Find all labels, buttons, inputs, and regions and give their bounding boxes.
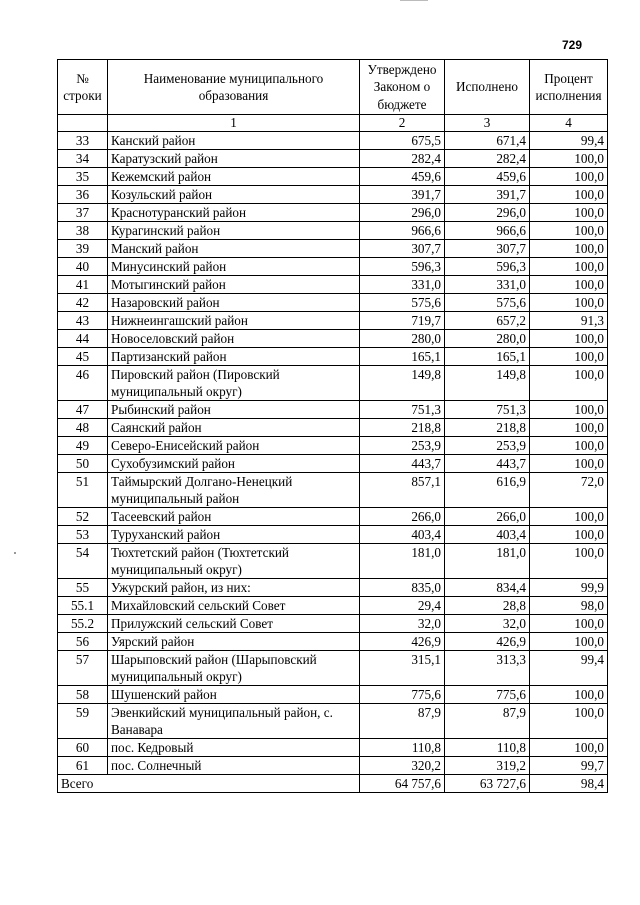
percent-value: 100,0 bbox=[530, 739, 608, 757]
executed-value: 181,0 bbox=[445, 544, 530, 579]
percent-value: 99,7 bbox=[530, 757, 608, 775]
executed-value: 218,8 bbox=[445, 419, 530, 437]
approved-value: 596,3 bbox=[360, 258, 445, 276]
approved-value: 29,4 bbox=[360, 597, 445, 615]
percent-value: 100,0 bbox=[530, 437, 608, 455]
municipality-name: Тасеевский район bbox=[108, 508, 360, 526]
row-number: 48 bbox=[58, 419, 108, 437]
executed-value: 459,6 bbox=[445, 168, 530, 186]
percent-value: 100,0 bbox=[530, 240, 608, 258]
municipality-name: Сухобузимский район bbox=[108, 455, 360, 473]
percent-value: 100,0 bbox=[530, 276, 608, 294]
executed-value: 266,0 bbox=[445, 508, 530, 526]
municipality-name: Эвенкийский муниципальный район, с. Ванавара bbox=[108, 704, 360, 739]
table-row bbox=[58, 633, 608, 651]
executed-value: 966,6 bbox=[445, 222, 530, 240]
executed-value: 313,3 bbox=[445, 651, 530, 686]
executed-value: 165,1 bbox=[445, 348, 530, 366]
municipality-name: Курагинский район bbox=[108, 222, 360, 240]
percent-value: 91,3 bbox=[530, 312, 608, 330]
approved-value: 459,6 bbox=[360, 168, 445, 186]
executed-value: 32,0 bbox=[445, 615, 530, 633]
executed-value: 657,2 bbox=[445, 312, 530, 330]
header-name: Наименование муниципального образования bbox=[108, 60, 360, 115]
municipality-name: Шарыповский район (Шарыповский муниципальный округ) bbox=[108, 651, 360, 686]
percent-value: 100,0 bbox=[530, 222, 608, 240]
approved-value: 110,8 bbox=[360, 739, 445, 757]
executed-value: 28,8 bbox=[445, 597, 530, 615]
approved-value: 320,2 bbox=[360, 757, 445, 775]
municipality-name: Назаровский район bbox=[108, 294, 360, 312]
table-row bbox=[58, 739, 608, 757]
approved-value: 857,1 bbox=[360, 473, 445, 508]
table-row bbox=[58, 168, 608, 186]
executed-value: 149,8 bbox=[445, 366, 530, 401]
executed-value: 443,7 bbox=[445, 455, 530, 473]
municipality-name: Саянский район bbox=[108, 419, 360, 437]
executed-value: 426,9 bbox=[445, 633, 530, 651]
table-row bbox=[58, 132, 608, 150]
row-number: 38 bbox=[58, 222, 108, 240]
municipality-name: Козульский район bbox=[108, 186, 360, 204]
header-executed: Исполнено bbox=[445, 60, 530, 115]
approved-value: 280,0 bbox=[360, 330, 445, 348]
scan-artifact bbox=[400, 0, 428, 4]
approved-value: 165,1 bbox=[360, 348, 445, 366]
municipality-name: Канский район bbox=[108, 132, 360, 150]
table-row bbox=[58, 258, 608, 276]
table-row bbox=[58, 437, 608, 455]
approved-value: 426,9 bbox=[360, 633, 445, 651]
approved-value: 149,8 bbox=[360, 366, 445, 401]
column-number: 1 bbox=[108, 115, 360, 132]
approved-value: 253,9 bbox=[360, 437, 445, 455]
municipality-name: Партизанский район bbox=[108, 348, 360, 366]
budget-table bbox=[57, 59, 608, 793]
row-number: 58 bbox=[58, 686, 108, 704]
page-number: 729 bbox=[562, 38, 583, 52]
row-number: 36 bbox=[58, 186, 108, 204]
municipality-name: Прилужский сельский Совет bbox=[108, 615, 360, 633]
percent-value: 99,9 bbox=[530, 579, 608, 597]
executed-value: 751,3 bbox=[445, 401, 530, 419]
row-number: 54 bbox=[58, 544, 108, 579]
percent-value: 100,0 bbox=[530, 150, 608, 168]
executed-value: 834,4 bbox=[445, 579, 530, 597]
column-number: 2 bbox=[360, 115, 445, 132]
approved-value: 966,6 bbox=[360, 222, 445, 240]
percent-value: 98,0 bbox=[530, 597, 608, 615]
executed-value: 403,4 bbox=[445, 526, 530, 544]
row-number: 40 bbox=[58, 258, 108, 276]
approved-value: 87,9 bbox=[360, 704, 445, 739]
scan-artifact bbox=[14, 552, 16, 554]
total-row bbox=[58, 775, 608, 793]
column-number: 4 bbox=[530, 115, 608, 132]
executed-value: 331,0 bbox=[445, 276, 530, 294]
table-row bbox=[58, 222, 608, 240]
row-number: 55.1 bbox=[58, 597, 108, 615]
table-row bbox=[58, 526, 608, 544]
row-number: 51 bbox=[58, 473, 108, 508]
municipality-name: Уярский район bbox=[108, 633, 360, 651]
table-row bbox=[58, 204, 608, 222]
executed-value: 671,4 bbox=[445, 132, 530, 150]
table-row bbox=[58, 544, 608, 579]
municipality-name: Краснотуранский район bbox=[108, 204, 360, 222]
approved-value: 391,7 bbox=[360, 186, 445, 204]
approved-value: 218,8 bbox=[360, 419, 445, 437]
approved-value: 282,4 bbox=[360, 150, 445, 168]
approved-value: 32,0 bbox=[360, 615, 445, 633]
row-number: 47 bbox=[58, 401, 108, 419]
percent-value: 100,0 bbox=[530, 544, 608, 579]
municipality-name: Кежемский район bbox=[108, 168, 360, 186]
table-row bbox=[58, 312, 608, 330]
municipality-name: Туруханский район bbox=[108, 526, 360, 544]
municipality-name: Минусинский район bbox=[108, 258, 360, 276]
executed-value: 296,0 bbox=[445, 204, 530, 222]
approved-value: 331,0 bbox=[360, 276, 445, 294]
municipality-name: Северо-Енисейский район bbox=[108, 437, 360, 455]
approved-value: 181,0 bbox=[360, 544, 445, 579]
table-row bbox=[58, 150, 608, 168]
municipality-name: Шушенский район bbox=[108, 686, 360, 704]
municipality-name: Ужурский район, из них: bbox=[108, 579, 360, 597]
percent-value: 99,4 bbox=[530, 651, 608, 686]
row-number: 55.2 bbox=[58, 615, 108, 633]
row-number: 35 bbox=[58, 168, 108, 186]
table-row bbox=[58, 186, 608, 204]
executed-value: 319,2 bbox=[445, 757, 530, 775]
column-number-row bbox=[58, 115, 608, 132]
table-row bbox=[58, 348, 608, 366]
percent-value: 100,0 bbox=[530, 526, 608, 544]
executed-value: 775,6 bbox=[445, 686, 530, 704]
row-number: 56 bbox=[58, 633, 108, 651]
row-number: 39 bbox=[58, 240, 108, 258]
row-number: 37 bbox=[58, 204, 108, 222]
row-number: 44 bbox=[58, 330, 108, 348]
table-row bbox=[58, 330, 608, 348]
executed-value: 307,7 bbox=[445, 240, 530, 258]
row-number: 61 bbox=[58, 757, 108, 775]
executed-value: 596,3 bbox=[445, 258, 530, 276]
row-number: 33 bbox=[58, 132, 108, 150]
total-percent: 98,4 bbox=[530, 775, 608, 793]
row-number: 49 bbox=[58, 437, 108, 455]
row-number: 59 bbox=[58, 704, 108, 739]
percent-value: 100,0 bbox=[530, 508, 608, 526]
table-row bbox=[58, 579, 608, 597]
executed-value: 575,6 bbox=[445, 294, 530, 312]
percent-value: 100,0 bbox=[530, 633, 608, 651]
municipality-name: Манский район bbox=[108, 240, 360, 258]
row-number: 42 bbox=[58, 294, 108, 312]
percent-value: 100,0 bbox=[530, 330, 608, 348]
municipality-name: Нижнеингашский район bbox=[108, 312, 360, 330]
row-number: 34 bbox=[58, 150, 108, 168]
approved-value: 719,7 bbox=[360, 312, 445, 330]
percent-value: 100,0 bbox=[530, 455, 608, 473]
table-row bbox=[58, 757, 608, 775]
table-row bbox=[58, 597, 608, 615]
approved-value: 751,3 bbox=[360, 401, 445, 419]
row-number: 53 bbox=[58, 526, 108, 544]
approved-value: 307,7 bbox=[360, 240, 445, 258]
municipality-name: пос. Солнечный bbox=[108, 757, 360, 775]
total-executed: 63 727,6 bbox=[445, 775, 530, 793]
percent-value: 100,0 bbox=[530, 686, 608, 704]
municipality-name: Пировский район (Пировский муниципальный округ) bbox=[108, 366, 360, 401]
total-approved: 64 757,6 bbox=[360, 775, 445, 793]
row-number: 57 bbox=[58, 651, 108, 686]
row-number: 41 bbox=[58, 276, 108, 294]
percent-value: 100,0 bbox=[530, 168, 608, 186]
header-percent: Процент исполнения bbox=[530, 60, 608, 115]
row-number: 60 bbox=[58, 739, 108, 757]
executed-value: 253,9 bbox=[445, 437, 530, 455]
table-row bbox=[58, 455, 608, 473]
municipality-name: пос. Кедровый bbox=[108, 739, 360, 757]
approved-value: 266,0 bbox=[360, 508, 445, 526]
municipality-name: Таймырский Долгано-Ненецкий муниципальный район bbox=[108, 473, 360, 508]
percent-value: 100,0 bbox=[530, 186, 608, 204]
row-number: 43 bbox=[58, 312, 108, 330]
municipality-name: Новоселовский район bbox=[108, 330, 360, 348]
executed-value: 280,0 bbox=[445, 330, 530, 348]
table-row bbox=[58, 686, 608, 704]
table-row bbox=[58, 240, 608, 258]
percent-value: 100,0 bbox=[530, 615, 608, 633]
municipality-name: Каратузский район bbox=[108, 150, 360, 168]
approved-value: 296,0 bbox=[360, 204, 445, 222]
percent-value: 100,0 bbox=[530, 204, 608, 222]
executed-value: 391,7 bbox=[445, 186, 530, 204]
municipality-name: Михайловский сельский Совет bbox=[108, 597, 360, 615]
approved-value: 775,6 bbox=[360, 686, 445, 704]
percent-value: 72,0 bbox=[530, 473, 608, 508]
approved-value: 575,6 bbox=[360, 294, 445, 312]
percent-value: 100,0 bbox=[530, 401, 608, 419]
executed-value: 282,4 bbox=[445, 150, 530, 168]
row-number: 52 bbox=[58, 508, 108, 526]
percent-value: 100,0 bbox=[530, 294, 608, 312]
table-row bbox=[58, 473, 608, 508]
executed-value: 616,9 bbox=[445, 473, 530, 508]
column-number: 3 bbox=[445, 115, 530, 132]
executed-value: 110,8 bbox=[445, 739, 530, 757]
percent-value: 99,4 bbox=[530, 132, 608, 150]
approved-value: 403,4 bbox=[360, 526, 445, 544]
total-label: Всего bbox=[58, 775, 360, 793]
percent-value: 100,0 bbox=[530, 348, 608, 366]
table-row bbox=[58, 508, 608, 526]
table-row bbox=[58, 704, 608, 739]
table-row bbox=[58, 615, 608, 633]
municipality-name: Рыбинский район bbox=[108, 401, 360, 419]
row-number: 45 bbox=[58, 348, 108, 366]
municipality-name: Мотыгинский район bbox=[108, 276, 360, 294]
table-row bbox=[58, 276, 608, 294]
row-number: 55 bbox=[58, 579, 108, 597]
table-row bbox=[58, 419, 608, 437]
approved-value: 443,7 bbox=[360, 455, 445, 473]
table-row bbox=[58, 401, 608, 419]
municipality-name: Тюхтетский район (Тюхтетский муниципальный округ) bbox=[108, 544, 360, 579]
executed-value: 87,9 bbox=[445, 704, 530, 739]
approved-value: 675,5 bbox=[360, 132, 445, 150]
table-row bbox=[58, 651, 608, 686]
percent-value: 100,0 bbox=[530, 704, 608, 739]
approved-value: 315,1 bbox=[360, 651, 445, 686]
percent-value: 100,0 bbox=[530, 258, 608, 276]
header-row-no: № строки bbox=[58, 60, 108, 115]
column-number-blank bbox=[58, 115, 108, 132]
percent-value: 100,0 bbox=[530, 366, 608, 401]
table-row bbox=[58, 294, 608, 312]
header-row bbox=[58, 60, 608, 115]
percent-value: 100,0 bbox=[530, 419, 608, 437]
row-number: 50 bbox=[58, 455, 108, 473]
table-row bbox=[58, 366, 608, 401]
approved-value: 835,0 bbox=[360, 579, 445, 597]
row-number: 46 bbox=[58, 366, 108, 401]
header-approved: Утверждено Законом о бюджете bbox=[360, 60, 445, 115]
